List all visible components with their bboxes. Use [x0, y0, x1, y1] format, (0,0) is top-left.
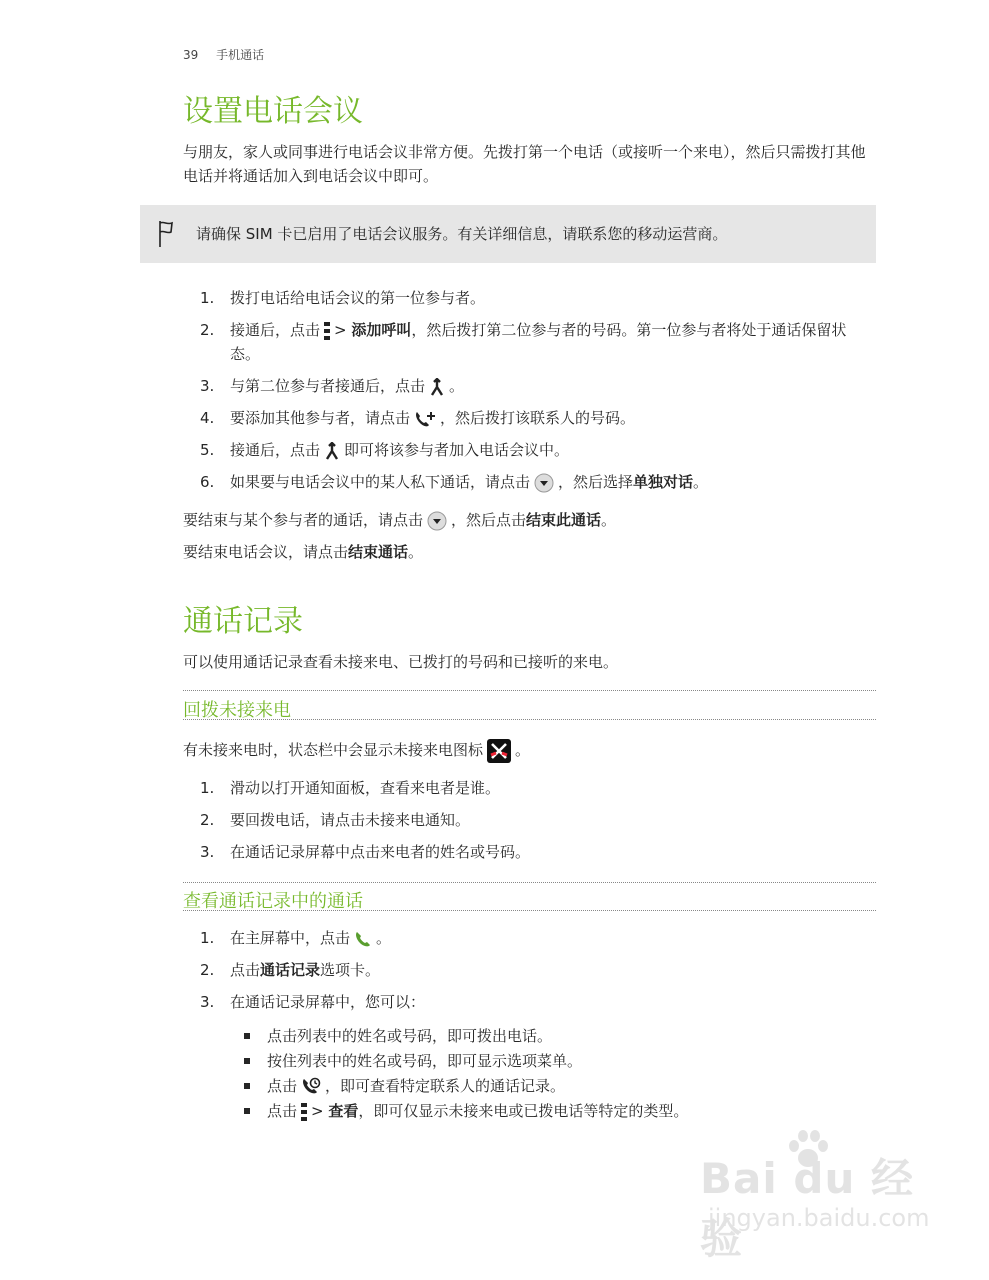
- page-header: [183, 46, 278, 63]
- missed-call-intro: 有未接来电时，状态栏中会显示未接来电图标 。: [183, 738, 876, 763]
- subsection-title-view-history: 查看通话记录中的通话: [183, 891, 363, 912]
- subsection-title-missed: 回拨未接来电: [183, 700, 291, 721]
- divider: [183, 719, 876, 720]
- list-item: 1. 拨打电话给电话会议的第一位参与者。: [200, 289, 486, 307]
- section-title-call-history: 通话记录: [183, 604, 303, 639]
- dropdown-circle-icon: [427, 511, 447, 531]
- section-title-conference: 设置电话会议: [183, 94, 363, 129]
- list-item: 1. 在主屏幕中，点击 。: [200, 929, 392, 947]
- list-item: 按住列表中的姓名或号码，即可显示选项菜单。: [244, 1049, 864, 1073]
- note-box: [140, 205, 876, 263]
- list-item: 2. 要回拨电话，请点击未接来电通知。: [200, 811, 471, 829]
- watermark: [700, 1130, 940, 1263]
- dropdown-circle-icon: [534, 473, 554, 493]
- list-item: 5. 接通后，点击 即可将该参与者加入电话会议中。: [200, 441, 570, 459]
- view-history-steps: [200, 926, 876, 1022]
- menu-dots-icon: [324, 322, 330, 340]
- add-call-icon: [414, 410, 436, 428]
- chapter-title: 手机通话: [216, 48, 265, 62]
- divider: [183, 910, 876, 911]
- end-conference-text: 要结束电话会议，请点击结束通话。: [183, 543, 424, 561]
- conference-steps: [200, 286, 876, 502]
- menu-dots-icon: [301, 1103, 307, 1121]
- list-item: 3. 在通话记录屏幕中点击来电者的姓名或号码。: [200, 843, 531, 861]
- divider: [183, 690, 876, 691]
- list-item: 3. 在通话记录屏幕中，您可以：: [200, 993, 426, 1011]
- list-item: 1. 滑动以打开通知面板，查看来电者是谁。: [200, 779, 501, 797]
- list-item: 点击列表中的姓名或号码，即可拨出电话。: [244, 1024, 864, 1048]
- watermark-url: jingyan.baidu.com: [708, 1204, 930, 1232]
- merge-call-icon: [429, 378, 445, 396]
- page-number: 39: [183, 48, 199, 62]
- bullet: [244, 1083, 250, 1089]
- flag-icon: [156, 219, 176, 249]
- list-item: 4. 要添加其他参与者，请点击 ，然后拨打该联系人的号码。: [200, 409, 636, 427]
- missed-call-steps: [200, 776, 876, 872]
- call-history-icon: [301, 1077, 321, 1097]
- bullet: [244, 1033, 250, 1039]
- call-history-intro: 可以使用通话记录查看未接来电、已拨打的号码和已接听的来电。: [183, 653, 619, 671]
- divider: [183, 882, 876, 883]
- bullet: [244, 1058, 250, 1064]
- note-text: 请确保 SIM 卡已启用了电话会议服务。有关详细信息，请联系您的移动运营商。: [196, 225, 728, 243]
- missed-call-icon: [487, 739, 511, 763]
- list-item: 6. 如果要与电话会议中的某人私下通话，请点击 ，然后选择单独对话。: [200, 473, 709, 491]
- conference-intro: 与朋友，家人或同事进行电话会议非常方便。先拨打第一个电话（或接听一个来电），然后只需拨打其他电话并将通话加入到电话会议中即可。: [183, 143, 866, 185]
- list-item: 2. 点击通话记录选项卡。: [200, 961, 381, 979]
- bullet: [244, 1108, 250, 1114]
- list-item: 2. 接通后，点击 > 添加呼叫，然后拨打第二位参与者的号码。第一位参与者将处于通话保留状态。: [200, 321, 847, 363]
- end-one-call-text: 要结束与某个参与者的通话，请点击 ，然后点击结束此通话。: [183, 511, 617, 529]
- list-item: 点击 > 查看，即可仅显示未接来电或已拨电话等特定的类型。: [244, 1099, 864, 1123]
- list-item: 3. 与第二位参与者接通后，点击 。: [200, 377, 465, 395]
- watermark-brand: Bai du 经验: [700, 1154, 914, 1263]
- merge-call-icon: [324, 442, 340, 460]
- list-item: 点击 ，即可查看特定联系人的通话记录。: [244, 1074, 864, 1098]
- phone-icon: [354, 930, 372, 948]
- view-history-options: [244, 1024, 864, 1124]
